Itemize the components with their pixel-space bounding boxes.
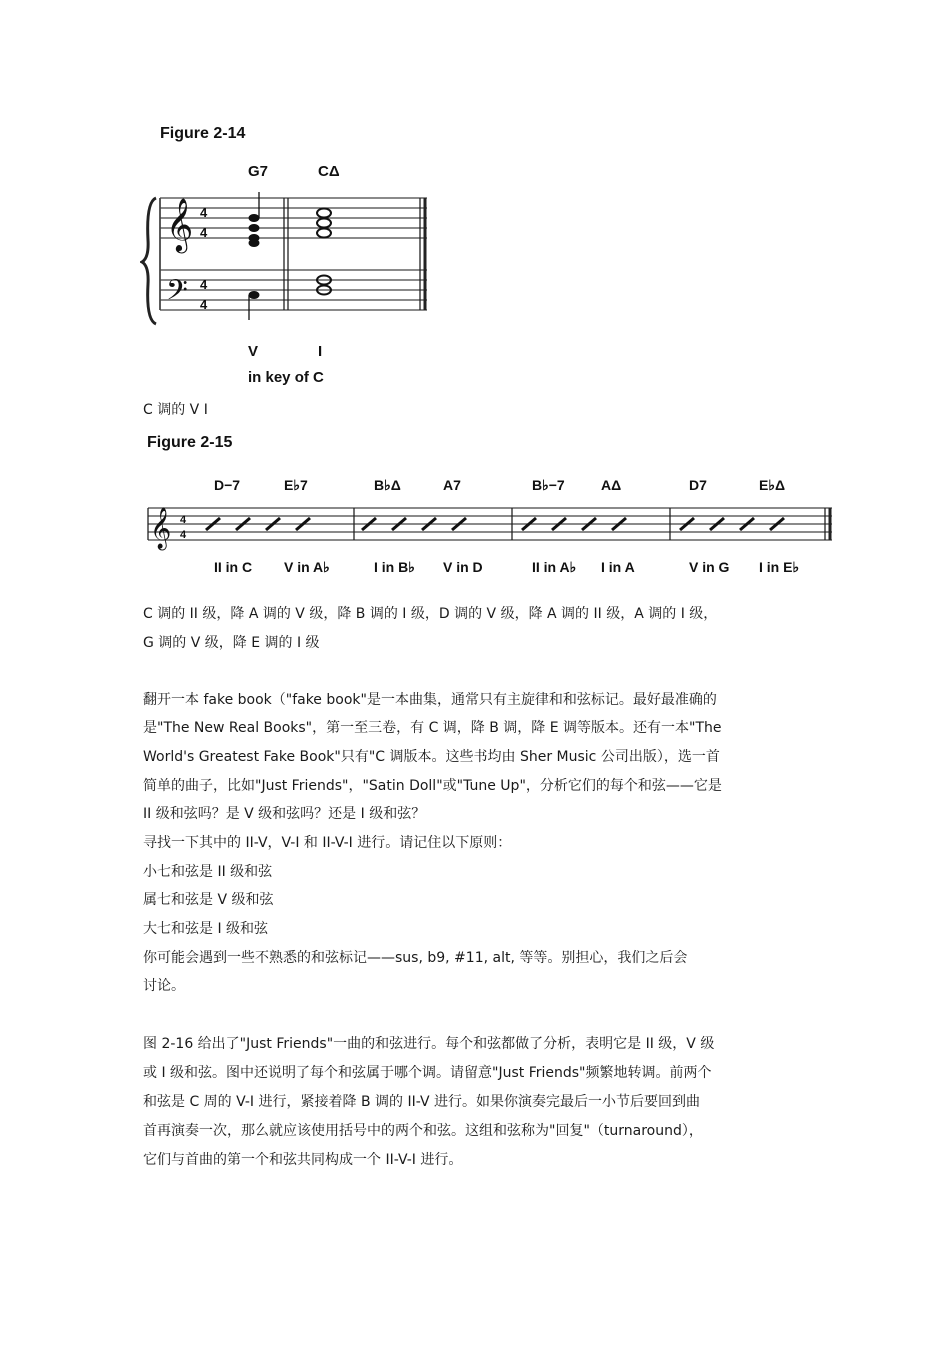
bass-clef-icon: 𝄢	[166, 275, 188, 313]
paragraph-line: 它们与首曲的第一个和弦共同构成一个 II-V-I 进行。	[143, 1152, 463, 1168]
time-signature: 4	[180, 529, 187, 541]
paragraph-line: 图 2-16 给出了"Just Friends"一曲的和弦进行。每个和弦都做了分析，表明它是 II 级，V 级	[143, 1036, 715, 1052]
paragraph-line: 首再演奏一次，那么就应该使用括号中的两个和弦。这组和弦称为"回复"（turnaround），	[143, 1123, 703, 1139]
paragraph-line: 属七和弦是 V 级和弦	[143, 892, 274, 908]
figure-2-14-caption: C 调的 V I	[143, 402, 208, 418]
time-signature-bass: 4	[200, 297, 208, 312]
roman-numeral-i: I	[318, 343, 323, 360]
paragraph-line: 和弦是 C 周的 V-I 进行，紧接着降 B 调的 II-V 进行。如果你演奏完最后一小节后要回到曲	[143, 1094, 700, 1110]
time-signature: 4	[180, 514, 187, 526]
analysis-label: II in A♭	[532, 559, 577, 575]
chord-label: AΔ	[601, 477, 622, 493]
chord-label: B♭−7	[532, 477, 565, 493]
analysis-label: V in D	[443, 559, 483, 575]
paragraph-line: 简单的曲子，比如"Just Friends"，"Satin Doll"或"Tune Up"，分析它们的每个和弦——它是	[143, 778, 722, 794]
paragraph-line: 大七和弦是 I 级和弦	[143, 921, 269, 937]
chord-label: D−7	[214, 477, 241, 493]
chord-row	[214, 477, 785, 493]
figure-2-15-title: Figure 2-15	[147, 434, 233, 451]
time-signature-bass: 4	[200, 277, 208, 292]
analysis-label: I in A	[601, 559, 635, 575]
treble-clef-icon: 𝄞	[166, 198, 194, 250]
chord-label: D7	[689, 477, 707, 493]
figure-2-15-caption-line: C 调的 II 级，降 A 调的 V 级，降 B 调的 I 级，D 调的 V 级，降 A 调的 II 级，A 调的 I 级，	[143, 606, 718, 622]
paragraph-line: 小七和弦是 II 级和弦	[143, 864, 273, 880]
chord-label: E♭Δ	[759, 477, 786, 493]
chord-label-cmaj: CΔ	[318, 163, 340, 180]
figure-2-14-title: Figure 2-14	[160, 125, 246, 142]
chord-label: E♭7	[284, 477, 308, 493]
analysis-label: V in A♭	[284, 559, 330, 575]
paragraph-line: 翻开一本 fake book（"fake book"是一本曲集，通常只有主旋律和和弦标记。最好最准确的	[143, 692, 717, 708]
time-signature-treble: 4	[200, 225, 208, 240]
grand-staff-brace	[142, 198, 156, 324]
chord-label: B♭Δ	[374, 477, 401, 493]
paragraph-line: II 级和弦吗？是 V 级和弦吗？还是 I 级和弦？	[143, 806, 426, 822]
treble-clef-icon: 𝄞	[150, 507, 172, 548]
paragraph-line: 或 I 级和弦。图中还说明了每个和弦属于哪个调。请留意"Just Friends"频繁地转调。前两个	[143, 1065, 712, 1081]
g7-chord-notes	[249, 192, 260, 320]
paragraph-line: 讨论。	[143, 978, 185, 994]
paragraph-line: 你可能会遇到一些不熟悉的和弦标记——sus, b9, #11, alt, 等等。别担心，我们之后会	[143, 950, 688, 966]
figure-2-15-caption-line: G 调的 V 级，降 E 调的 I 级	[143, 635, 320, 651]
analysis-label: V in G	[689, 559, 730, 575]
roman-numeral-v: V	[248, 343, 259, 360]
paragraph-line: World's Greatest Fake Book"只有"C 调版本。这些书均由 Sher Music 公司出版），选一首	[143, 749, 720, 765]
analysis-label: II in C	[214, 559, 253, 575]
figure-2-15-notation	[140, 470, 840, 580]
chord-label-g7: G7	[248, 163, 269, 180]
paragraph-line: 是"The New Real Books"，第一至三卷，有 C 调，降 B 调，降 E 调等版本。还有一本"The	[143, 720, 722, 736]
analysis-label: I in B♭	[374, 559, 415, 575]
analysis-row	[214, 559, 799, 575]
cmaj-chord-notes	[317, 209, 331, 295]
key-note: in key of C	[248, 369, 324, 386]
chord-label: A7	[443, 477, 461, 493]
paragraph-line: 寻找一下其中的 II-V，V-I 和 II-V-I 进行。请记住以下原则：	[143, 835, 512, 851]
analysis-label: I in E♭	[759, 559, 800, 575]
rhythm-staff	[148, 508, 832, 540]
figure-2-14-notation	[140, 150, 440, 390]
time-signature-treble: 4	[200, 205, 208, 220]
